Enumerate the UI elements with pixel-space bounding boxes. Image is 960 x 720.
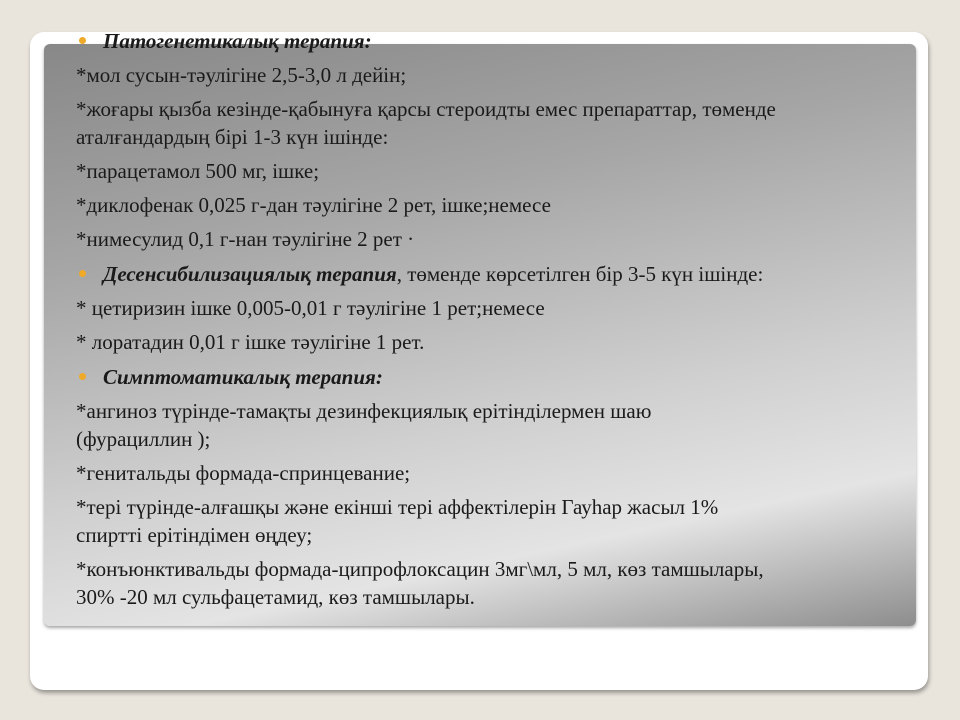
text-line: 30% -20 мл сульфацетамид, көз тамшылары. <box>76 585 475 609</box>
bullet-icon <box>79 37 86 44</box>
heading-symptomatic <box>76 362 946 391</box>
text-line: * цетиризин ішке 0,005-0,01 г тәулігіне 1 рет;немесе <box>76 296 545 320</box>
heading-pathogenetic-text: Патогенетикалық терапия: <box>103 28 372 53</box>
heading-desensitizing <box>76 259 946 288</box>
text-line: аталғандардың бірі 1-3 күн ішінде: <box>76 125 389 149</box>
text-line: (фурациллин ); <box>76 427 211 451</box>
text-line: * лоратадин 0,01 г ішке тәулігіне 1 рет. <box>76 330 425 354</box>
bullet-icon <box>79 373 86 380</box>
text-line: *тері түрінде-алғашқы және екінші тері аффектілерін Гауһар жасыл 1% <box>76 495 719 519</box>
slide-content <box>76 26 946 611</box>
bullet-icon <box>79 270 86 277</box>
heading-pathogenetic <box>76 26 946 55</box>
text-line: *ангиноз түрінде-тамақты дезинфекциялық ерітінділермен шаю <box>76 399 652 423</box>
text-line: *генитальды формада-спринцевание; <box>76 461 411 485</box>
text-line: *диклофенак 0,025 г-дан тәулігіне 2 рет, ішке;немесе <box>76 193 551 217</box>
heading-desensitizing-text: Десенсибилизациялық терапия <box>103 261 397 286</box>
text-line: *мол сусын-тәулігіне 2,5-3,0 л дейін; <box>76 63 407 87</box>
text-line: спиртті ерітіндімен өңдеу; <box>76 523 313 547</box>
text-line: *нимесулид 0,1 г-нан тәулігіне 2 рет · <box>76 227 415 251</box>
heading-symptomatic-text: Симптоматикалық терапия: <box>103 364 383 389</box>
text-line: *конъюнктивальды формада-ципрофлоксацин 3мг\мл, 5 мл, көз тамшылары, <box>76 557 764 581</box>
heading-desensitizing-suffix: , төменде көрсетілген бір 3-5 күн ішінде: <box>396 261 764 286</box>
text-line: *парацетамол 500 мг, ішке; <box>76 159 320 183</box>
text-line: *жоғары қызба кезінде-қабынуға қарсы стероидты емес препараттар, төменде <box>76 97 776 121</box>
